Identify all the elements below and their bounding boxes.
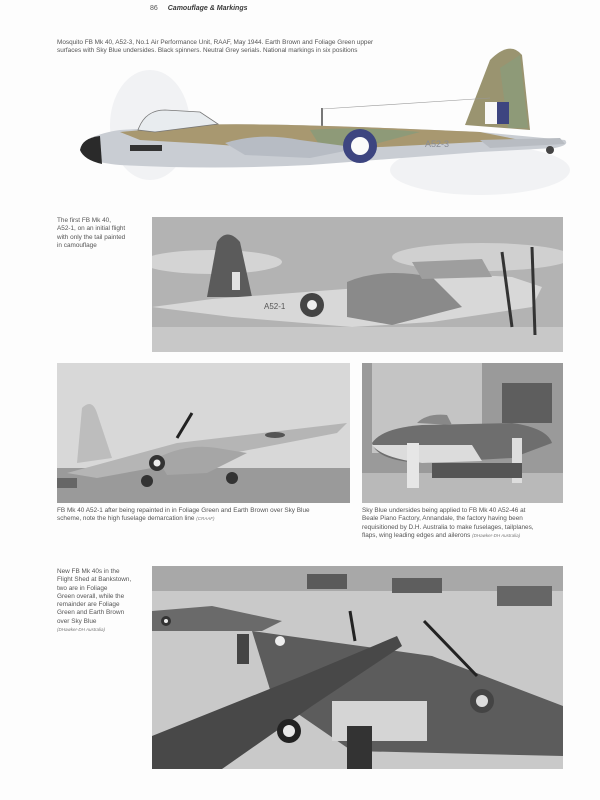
aircraft-profile-illustration xyxy=(60,40,585,200)
caption-line: in camouflage xyxy=(57,241,97,249)
photo-bankstown-flight-shed xyxy=(152,566,563,769)
caption-line: Sky Blue undersides being applied to FB Mk 40 A52-46 at xyxy=(362,507,526,514)
photo-a52-1-in-flight xyxy=(152,217,563,352)
caption-line: over Sky Blue xyxy=(57,617,97,625)
caption-line: remainder are Foliage xyxy=(57,601,120,609)
section-title: Camouflage & Markings xyxy=(167,5,248,12)
photo-1-caption xyxy=(57,217,152,250)
serial-label: A52-1 xyxy=(264,302,286,311)
caption-line: Green overall, while the xyxy=(57,592,125,600)
photo-credit: (DHawker-DH Australia) xyxy=(57,627,106,633)
caption-line: requisitioned by D.H. Australia to make fuselages, tailplanes, xyxy=(362,523,534,531)
photo-4-caption xyxy=(57,568,152,634)
photo-credit: (CRAAF) xyxy=(196,516,215,522)
caption-line: Mosquito FB Mk 40, A52-3, No.1 Air Performance Unit, RAAF, May 1944. Earth Brown and Foliage Green upper xyxy=(57,39,374,46)
caption-line: The first FB Mk 40, xyxy=(57,217,111,224)
caption-line: New FB Mk 40s in the xyxy=(57,568,120,575)
fin-flash-blue xyxy=(497,102,509,124)
page-header xyxy=(150,5,248,12)
caption-line: surfaces with Sky Blue undersides. Black spinners. Neutral Grey serials. National markings in six positions xyxy=(57,47,358,55)
caption-line: Beale Piano Factory, Annandale, the factory having been xyxy=(362,515,523,523)
caption-line: with only the tail painted xyxy=(57,233,126,241)
photo-2-caption xyxy=(57,507,352,524)
caption-line: flaps, wing leading edges and ailerons xyxy=(362,531,471,539)
caption-line: Flight Shed at Bankstown, xyxy=(57,576,132,584)
caption-line: two are in Foliage xyxy=(57,584,108,592)
photo-3-caption xyxy=(362,507,567,540)
caption-line: scheme, note the high fuselage demarcation line xyxy=(57,515,195,523)
caption-line: FB Mk 40 A52-1 after being repainted in in Foliage Green and Earth Brown over Sky Blue xyxy=(57,507,310,514)
page-number: 86 xyxy=(150,5,158,12)
caption-line: A52-1, on an initial flight xyxy=(57,225,126,233)
serial-label: A52-3 xyxy=(425,139,450,149)
caption-line: Green and Earth Brown xyxy=(57,609,125,617)
photo-beale-piano-factory xyxy=(362,363,563,503)
photo-a52-1-repainted xyxy=(57,363,350,503)
photo-credit: (DHawker-DH Australia) xyxy=(472,532,521,538)
black-spinner xyxy=(80,136,102,164)
fin-flash-white xyxy=(485,102,497,124)
